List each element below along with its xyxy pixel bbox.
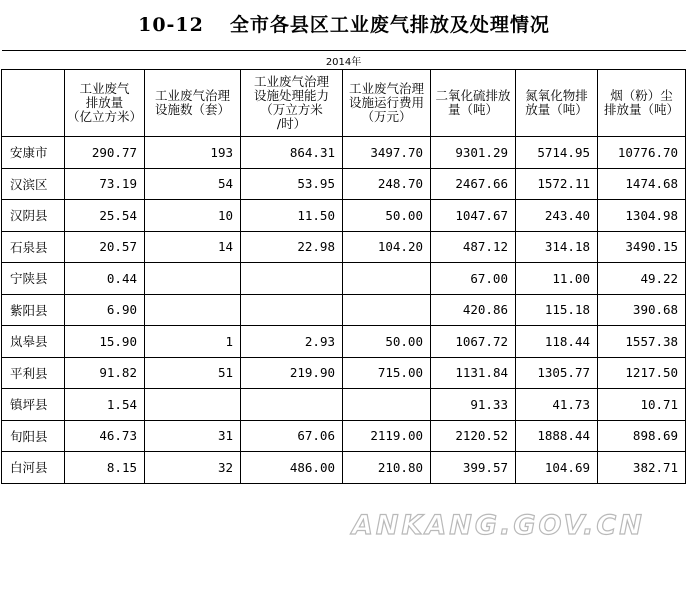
table-cell: 898.69 [598, 420, 686, 452]
table-cell: 54 [145, 168, 241, 200]
table-cell: 32 [145, 452, 241, 484]
table-cell: 715.00 [343, 357, 431, 389]
table-cell: 1305.77 [516, 357, 598, 389]
table-cell: 210.80 [343, 452, 431, 484]
table-cell: 50.00 [343, 200, 431, 232]
table-cell: 67.00 [431, 263, 516, 295]
table-cell: 25.54 [65, 200, 145, 232]
table-cell [343, 294, 431, 326]
table-cell: 864.31 [241, 137, 343, 169]
table-cell: 219.90 [241, 357, 343, 389]
table-row [2, 200, 686, 232]
column-header: 烟（粉）尘 排放量（吨） [598, 70, 686, 137]
region-cell: 宁陕县 [2, 263, 65, 295]
table-cell: 193 [145, 137, 241, 169]
table-cell: 399.57 [431, 452, 516, 484]
region-cell: 紫阳县 [2, 294, 65, 326]
table-cell: 2119.00 [343, 420, 431, 452]
table-cell: 11.00 [516, 263, 598, 295]
region-cell: 平利县 [2, 357, 65, 389]
region-cell: 石泉县 [2, 231, 65, 263]
table-title: 全市各县区工业废气排放及处理情况 [229, 14, 550, 36]
table-cell: 22.98 [241, 231, 343, 263]
column-header: 工业废气治理 设施数（套） [145, 70, 241, 137]
region-cell: 岚皋县 [2, 326, 65, 358]
table-cell: 49.22 [598, 263, 686, 295]
region-cell: 白河县 [2, 452, 65, 484]
table-cell: 3497.70 [343, 137, 431, 169]
table-cell: 5714.95 [516, 137, 598, 169]
table-cell: 2467.66 [431, 168, 516, 200]
table-row [2, 326, 686, 358]
table-cell [241, 263, 343, 295]
column-header: 工业废气 排放量 （亿立方米） [65, 70, 145, 137]
table-cell: 10776.70 [598, 137, 686, 169]
table-cell: 104.20 [343, 231, 431, 263]
region-cell: 镇坪县 [2, 389, 65, 421]
table-row [2, 357, 686, 389]
table-cell: 50.00 [343, 326, 431, 358]
table-cell: 1067.72 [431, 326, 516, 358]
table-cell: 1888.44 [516, 420, 598, 452]
table-cell: 53.95 [241, 168, 343, 200]
table-cell [343, 389, 431, 421]
table-body [2, 137, 686, 484]
table-row [2, 420, 686, 452]
year-row [2, 51, 686, 70]
column-header: 氮氧化物排 放量（吨） [516, 70, 598, 137]
table-cell: 6.90 [65, 294, 145, 326]
table-cell: 0.44 [65, 263, 145, 295]
table-cell: 115.18 [516, 294, 598, 326]
column-header: 工业废气治理 设施运行费用 （万元） [343, 70, 431, 137]
table-cell: 67.06 [241, 420, 343, 452]
table-cell [241, 294, 343, 326]
table-cell [145, 389, 241, 421]
table-cell: 91.82 [65, 357, 145, 389]
table-cell: 243.40 [516, 200, 598, 232]
table-number: 10-12 [138, 14, 204, 36]
page-title [0, 10, 688, 37]
table-cell: 248.70 [343, 168, 431, 200]
table-cell [145, 294, 241, 326]
table-cell: 1572.11 [516, 168, 598, 200]
table-cell: 51 [145, 357, 241, 389]
table-cell [241, 389, 343, 421]
column-header-region [2, 70, 65, 137]
table-cell: 290.77 [65, 137, 145, 169]
table-cell: 8.15 [65, 452, 145, 484]
table-row [2, 231, 686, 263]
table-cell: 382.71 [598, 452, 686, 484]
table-row [2, 294, 686, 326]
table-cell: 1557.38 [598, 326, 686, 358]
table-cell: 20.57 [65, 231, 145, 263]
table-row [2, 452, 686, 484]
table-cell: 73.19 [65, 168, 145, 200]
table-cell: 1047.67 [431, 200, 516, 232]
table-cell: 1304.98 [598, 200, 686, 232]
column-header: 二氧化硫排放 量（吨） [431, 70, 516, 137]
watermark: ANKANG.GOV.CN [352, 510, 645, 541]
table-cell: 1131.84 [431, 357, 516, 389]
table-cell: 420.86 [431, 294, 516, 326]
table-row [2, 137, 686, 169]
table-cell [343, 263, 431, 295]
table-cell: 1.54 [65, 389, 145, 421]
table-cell: 314.18 [516, 231, 598, 263]
table-row [2, 168, 686, 200]
emissions-table [1, 50, 686, 484]
table-cell: 486.00 [241, 452, 343, 484]
table-cell: 11.50 [241, 200, 343, 232]
table-cell: 118.44 [516, 326, 598, 358]
table-cell: 1474.68 [598, 168, 686, 200]
table-cell: 2120.52 [431, 420, 516, 452]
region-cell: 旬阳县 [2, 420, 65, 452]
table-cell: 15.90 [65, 326, 145, 358]
column-header: 工业废气治理 设施处理能力 （万立方米 /时） [241, 70, 343, 137]
table-cell: 10.71 [598, 389, 686, 421]
table-row [2, 389, 686, 421]
table-cell [145, 263, 241, 295]
table-cell: 487.12 [431, 231, 516, 263]
column-header-row [2, 70, 686, 137]
region-cell: 汉阴县 [2, 200, 65, 232]
table-cell: 31 [145, 420, 241, 452]
table-cell: 41.73 [516, 389, 598, 421]
table-row [2, 263, 686, 295]
table-cell: 104.69 [516, 452, 598, 484]
table-cell: 1 [145, 326, 241, 358]
table-cell: 390.68 [598, 294, 686, 326]
region-cell: 汉滨区 [2, 168, 65, 200]
table-cell: 10 [145, 200, 241, 232]
table-cell: 9301.29 [431, 137, 516, 169]
table-cell: 91.33 [431, 389, 516, 421]
year-label: 2014年 [2, 51, 686, 70]
region-cell: 安康市 [2, 137, 65, 169]
table-cell: 3490.15 [598, 231, 686, 263]
table-cell: 14 [145, 231, 241, 263]
table-cell: 46.73 [65, 420, 145, 452]
table-cell: 2.93 [241, 326, 343, 358]
table-cell: 1217.50 [598, 357, 686, 389]
